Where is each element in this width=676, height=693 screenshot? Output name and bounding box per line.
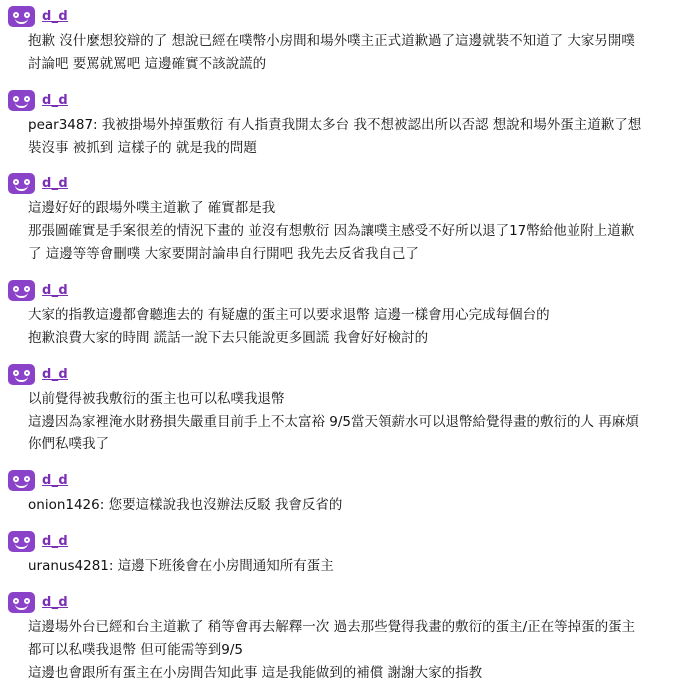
post-body: [0, 303, 676, 358]
post-author-link[interactable]: d_d: [42, 473, 69, 489]
post-text-line: 那張圖確實是手案很差的情況下畫的 並沒有想敷衍 因為讓噗主感受不好所以退了17幣給他並附上道歉: [28, 223, 635, 240]
post-body: [0, 196, 676, 274]
post-text-line: 大家的指教這邊都會聽進去的 有疑慮的蛋主可以要求退幣 這邊一樣會用心完成每個台的: [28, 307, 550, 324]
post-item: [0, 274, 676, 358]
post-body: [0, 615, 676, 693]
post-text-line: 這邊因為家裡淹水財務損失嚴重目前手上不太富裕 9/5當天領薪水可以退幣給覺得畫的敷衍的人 再麻煩: [28, 413, 639, 430]
post-body: [0, 113, 676, 168]
post-header: [0, 0, 676, 29]
post-text-line: 都可以私噗我退幣 但可能需等到9/5: [28, 641, 244, 658]
post-author-link[interactable]: d_d: [42, 534, 69, 550]
post-body: [0, 493, 676, 525]
post-text-line: 這邊好好的跟場外噗主道歉了 確實都是我: [28, 200, 276, 217]
post-header: [0, 464, 676, 493]
post-item: [0, 358, 676, 465]
post-header: [0, 586, 676, 615]
post-item: [0, 586, 676, 693]
smiley-avatar-icon[interactable]: [8, 592, 35, 613]
post-text-line: 這邊場外台已經和台主道歉了 稍等會再去解釋一次 過去那些覺得我畫的敷衍的蛋主/正在等掉蛋的蛋主: [28, 619, 636, 636]
post-item: [0, 0, 676, 84]
post-text-line: 這邊也會跟所有蛋主在小房間告知此事 這是我能做到的補償 謝謝大家的指教: [28, 664, 483, 681]
post-body: [0, 554, 676, 586]
smiley-avatar-icon[interactable]: [8, 173, 35, 194]
post-item: [0, 167, 676, 274]
post-text-line: pear3487: 我被掛場外掉蛋敷衍 有人指責我開太多台 我不想被認出所以否認 想說和場外蛋主道歉了想: [28, 116, 642, 133]
post-text-line: uranus4281: 這邊下班後會在小房間通知所有蛋主: [28, 558, 334, 575]
post-item: [0, 525, 676, 586]
post-text-line: 抱歉 沒什麼想狡辯的了 想說已經在噗幣小房間和場外噗主正式道歉過了這邊就裝不知道了 大家另開噗: [28, 33, 635, 49]
post-header: [0, 274, 676, 303]
post-item: [0, 464, 676, 525]
post-header: [0, 84, 676, 113]
smiley-avatar-icon[interactable]: [8, 90, 35, 111]
post-text-line: 了 這邊等等會刪噗 大家要開討論串自行開吧 我先去反省我自己了: [28, 246, 419, 263]
post-text-line: 以前覺得被我敷衍的蛋主也可以私噗我退幣: [28, 390, 285, 407]
post-text-line: 討論吧 要罵就罵吧 這邊確實不該說謊的: [28, 55, 267, 72]
post-text-line: 你們私噗我了: [28, 436, 109, 453]
post-header: [0, 358, 676, 387]
post-author-link[interactable]: d_d: [42, 9, 69, 24]
post-text-line: onion1426: 您要這樣說我也沒辦法反駁 我會反省的: [28, 497, 343, 514]
post-author-link[interactable]: d_d: [42, 176, 69, 192]
post-header: [0, 167, 676, 196]
post-body: [0, 29, 676, 84]
post-body: [0, 387, 676, 465]
post-header: [0, 525, 676, 554]
post-author-link[interactable]: d_d: [42, 366, 69, 382]
post-author-link[interactable]: d_d: [42, 92, 69, 108]
post-text-line: 抱歉浪費大家的時間 謊話一說下去只能說更多圓謊 我會好好檢討的: [28, 329, 429, 346]
smiley-avatar-icon[interactable]: [8, 6, 35, 27]
smiley-avatar-icon[interactable]: [8, 470, 35, 491]
post-item: [0, 84, 676, 168]
smiley-avatar-icon[interactable]: [8, 364, 35, 385]
post-text-line: 裝沒事 被抓到 這樣子的 就是我的問題: [28, 139, 257, 156]
post-author-link[interactable]: d_d: [42, 283, 69, 299]
post-author-link[interactable]: d_d: [42, 595, 69, 611]
smiley-avatar-icon[interactable]: [8, 531, 35, 552]
smiley-avatar-icon[interactable]: [8, 280, 35, 301]
